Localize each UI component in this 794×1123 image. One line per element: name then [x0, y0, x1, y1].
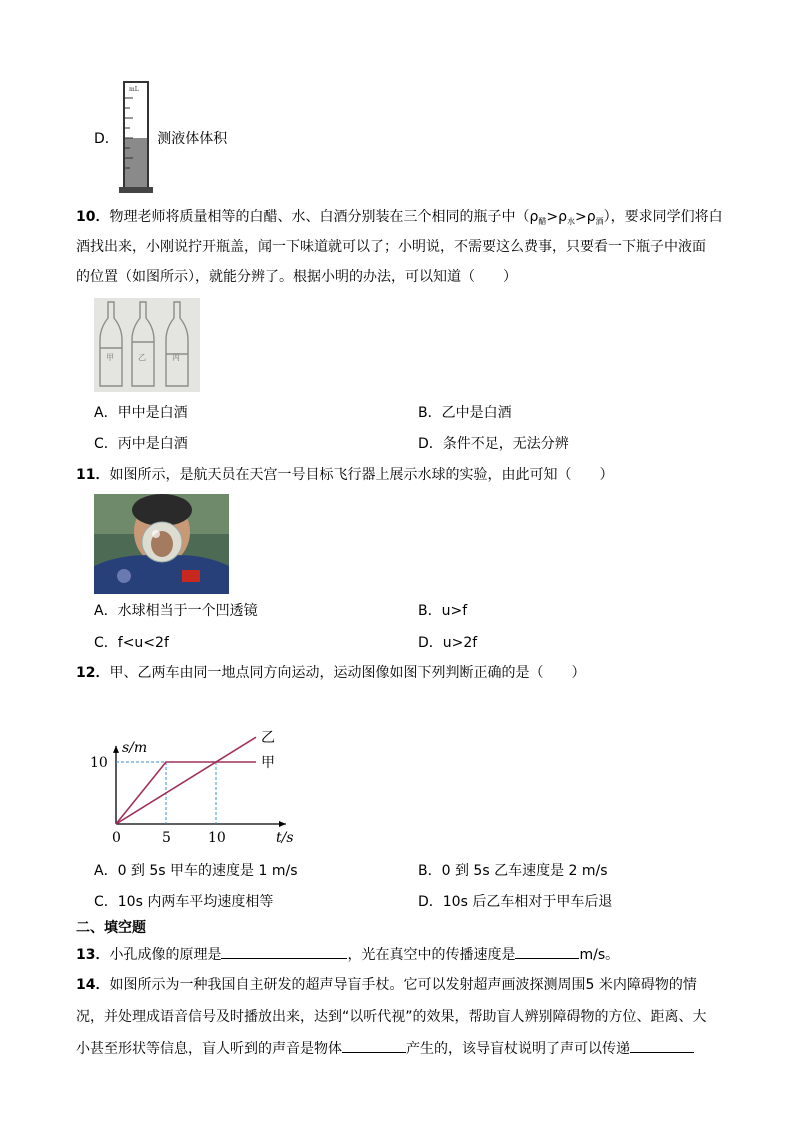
- q14-blank-2[interactable]: [630, 1038, 694, 1053]
- x-tick-label-1: 5: [162, 830, 171, 846]
- q11-option-a: A．水球相当于一个凹透镜: [94, 603, 258, 619]
- q11-text: 如图所示，是航天员在天宫一号目标飞行器上展示水球的实验，由此可知（ ）: [109, 467, 614, 483]
- y-axis-label: s/m: [122, 739, 148, 756]
- bottle-label-jia: 甲: [106, 353, 114, 362]
- x-tick-label-2: 10: [208, 830, 226, 846]
- q12-option-a: A．0 到 5s 甲车的速度是 1 m/s: [94, 863, 298, 879]
- q10-gt2: >ρ: [575, 209, 596, 225]
- q14-text-3a: 小甚至形状等信息，盲人听到的声音是物体: [76, 1041, 342, 1057]
- q14-line2: 况，并处理成语音信号及时播放出来，达到“以听代视”的效果，帮助盲人辨别障碍物的方位、距离、大: [76, 1009, 707, 1025]
- q14-line3: [76, 1038, 694, 1059]
- x-axis-label: t/s: [276, 830, 294, 846]
- bottle-label-yi: 乙: [138, 353, 146, 362]
- q10-option-a: A．甲中是白酒: [94, 405, 188, 421]
- x-axis-arrow: [279, 821, 286, 827]
- q14-number: 14．: [76, 977, 110, 993]
- density-sub-liquor: 酒: [595, 217, 604, 226]
- q12-option-d: D．10s 后乙车相对于甲车后退: [418, 894, 613, 910]
- q10-number: 10．: [76, 209, 110, 225]
- q10-text-a: 物理老师将质量相等的白醋、水、白酒分别装在三个相同的瓶子中（ρ: [109, 209, 539, 225]
- q11-option-b: B．u>f: [418, 603, 468, 619]
- q11-option-c: C．f<u<2f: [94, 635, 169, 651]
- q13-number: 13．: [76, 947, 110, 963]
- q13-line: [76, 944, 619, 965]
- q13-part2: ，光在真空中的传播速度是: [347, 947, 516, 963]
- q10-line1: [76, 207, 723, 229]
- density-sub-vinegar: 醋: [538, 217, 547, 226]
- q13-part3: m/s。: [579, 947, 620, 963]
- cylinder-unit-label: mL: [129, 86, 139, 93]
- q13-blank-2[interactable]: [515, 944, 579, 959]
- x-tick-label-0: 0: [112, 830, 121, 846]
- q9-option-d-letter: D．: [94, 131, 119, 147]
- q12-option-c: C．10s 内两车平均速度相等: [94, 894, 274, 910]
- q9-option-d: [94, 129, 227, 149]
- series-label-1: 乙: [261, 730, 275, 747]
- q12-line: [76, 663, 585, 683]
- q10-line2: 酒找出来，小刚说拧开瓶盖，闻一下味道就可以了；小明说，不需要这么费事，只要看一下瓶子中液面: [76, 239, 706, 255]
- water-ball-photo: [94, 494, 229, 594]
- q10-option-b: B．乙中是白酒: [418, 405, 512, 421]
- section-title-fill-in: 二、填空题: [76, 920, 146, 936]
- q11-line: [76, 465, 613, 485]
- q10-text-b: ），要求同学们将白: [603, 209, 723, 225]
- q12-number: 12．: [76, 665, 110, 681]
- q12-option-b: B．0 到 5s 乙车速度是 2 m/s: [418, 863, 608, 879]
- q12-text: 甲、乙两车由同一地点同方向运动，运动图像如图下列判断正确的是（ ）: [109, 665, 586, 681]
- series-label-0: 甲: [261, 755, 275, 771]
- q14-line1: [76, 975, 697, 995]
- series-line-0: [116, 762, 256, 824]
- density-sub-water: 水: [567, 217, 575, 226]
- q13-blank-1[interactable]: [221, 944, 347, 959]
- bottle-label-bing: 丙: [172, 353, 180, 362]
- bottles-figure: [94, 298, 200, 392]
- q14-text-1: 如图所示为一种我国自主研发的超声导盲手杖。它可以发射超声画波探测周围5 米内障碍物的情: [109, 977, 697, 993]
- q13-part1: 小孔成像的原理是: [109, 947, 222, 963]
- y-tick-label-0: 10: [90, 755, 108, 771]
- q11-option-d: D．u>2f: [418, 635, 478, 651]
- q10-option-c: C．丙中是白酒: [94, 436, 188, 452]
- q14-blank-1[interactable]: [342, 1038, 406, 1053]
- distance-time-chart: [90, 694, 300, 852]
- q10-option-d: D．条件不足，无法分辨: [418, 436, 569, 452]
- q10-line3: 的位置（如图所示），就能分辨了。根据小明的办法，可以知道（ ）: [76, 269, 517, 285]
- q11-number: 11．: [76, 467, 110, 483]
- y-axis-arrow: [113, 746, 119, 753]
- q14-text-3b: 产生的，该导盲杖说明了声可以传递: [406, 1041, 630, 1057]
- q9-option-d-text: 测液体体积: [157, 131, 228, 147]
- q10-gt1: >ρ: [546, 209, 567, 225]
